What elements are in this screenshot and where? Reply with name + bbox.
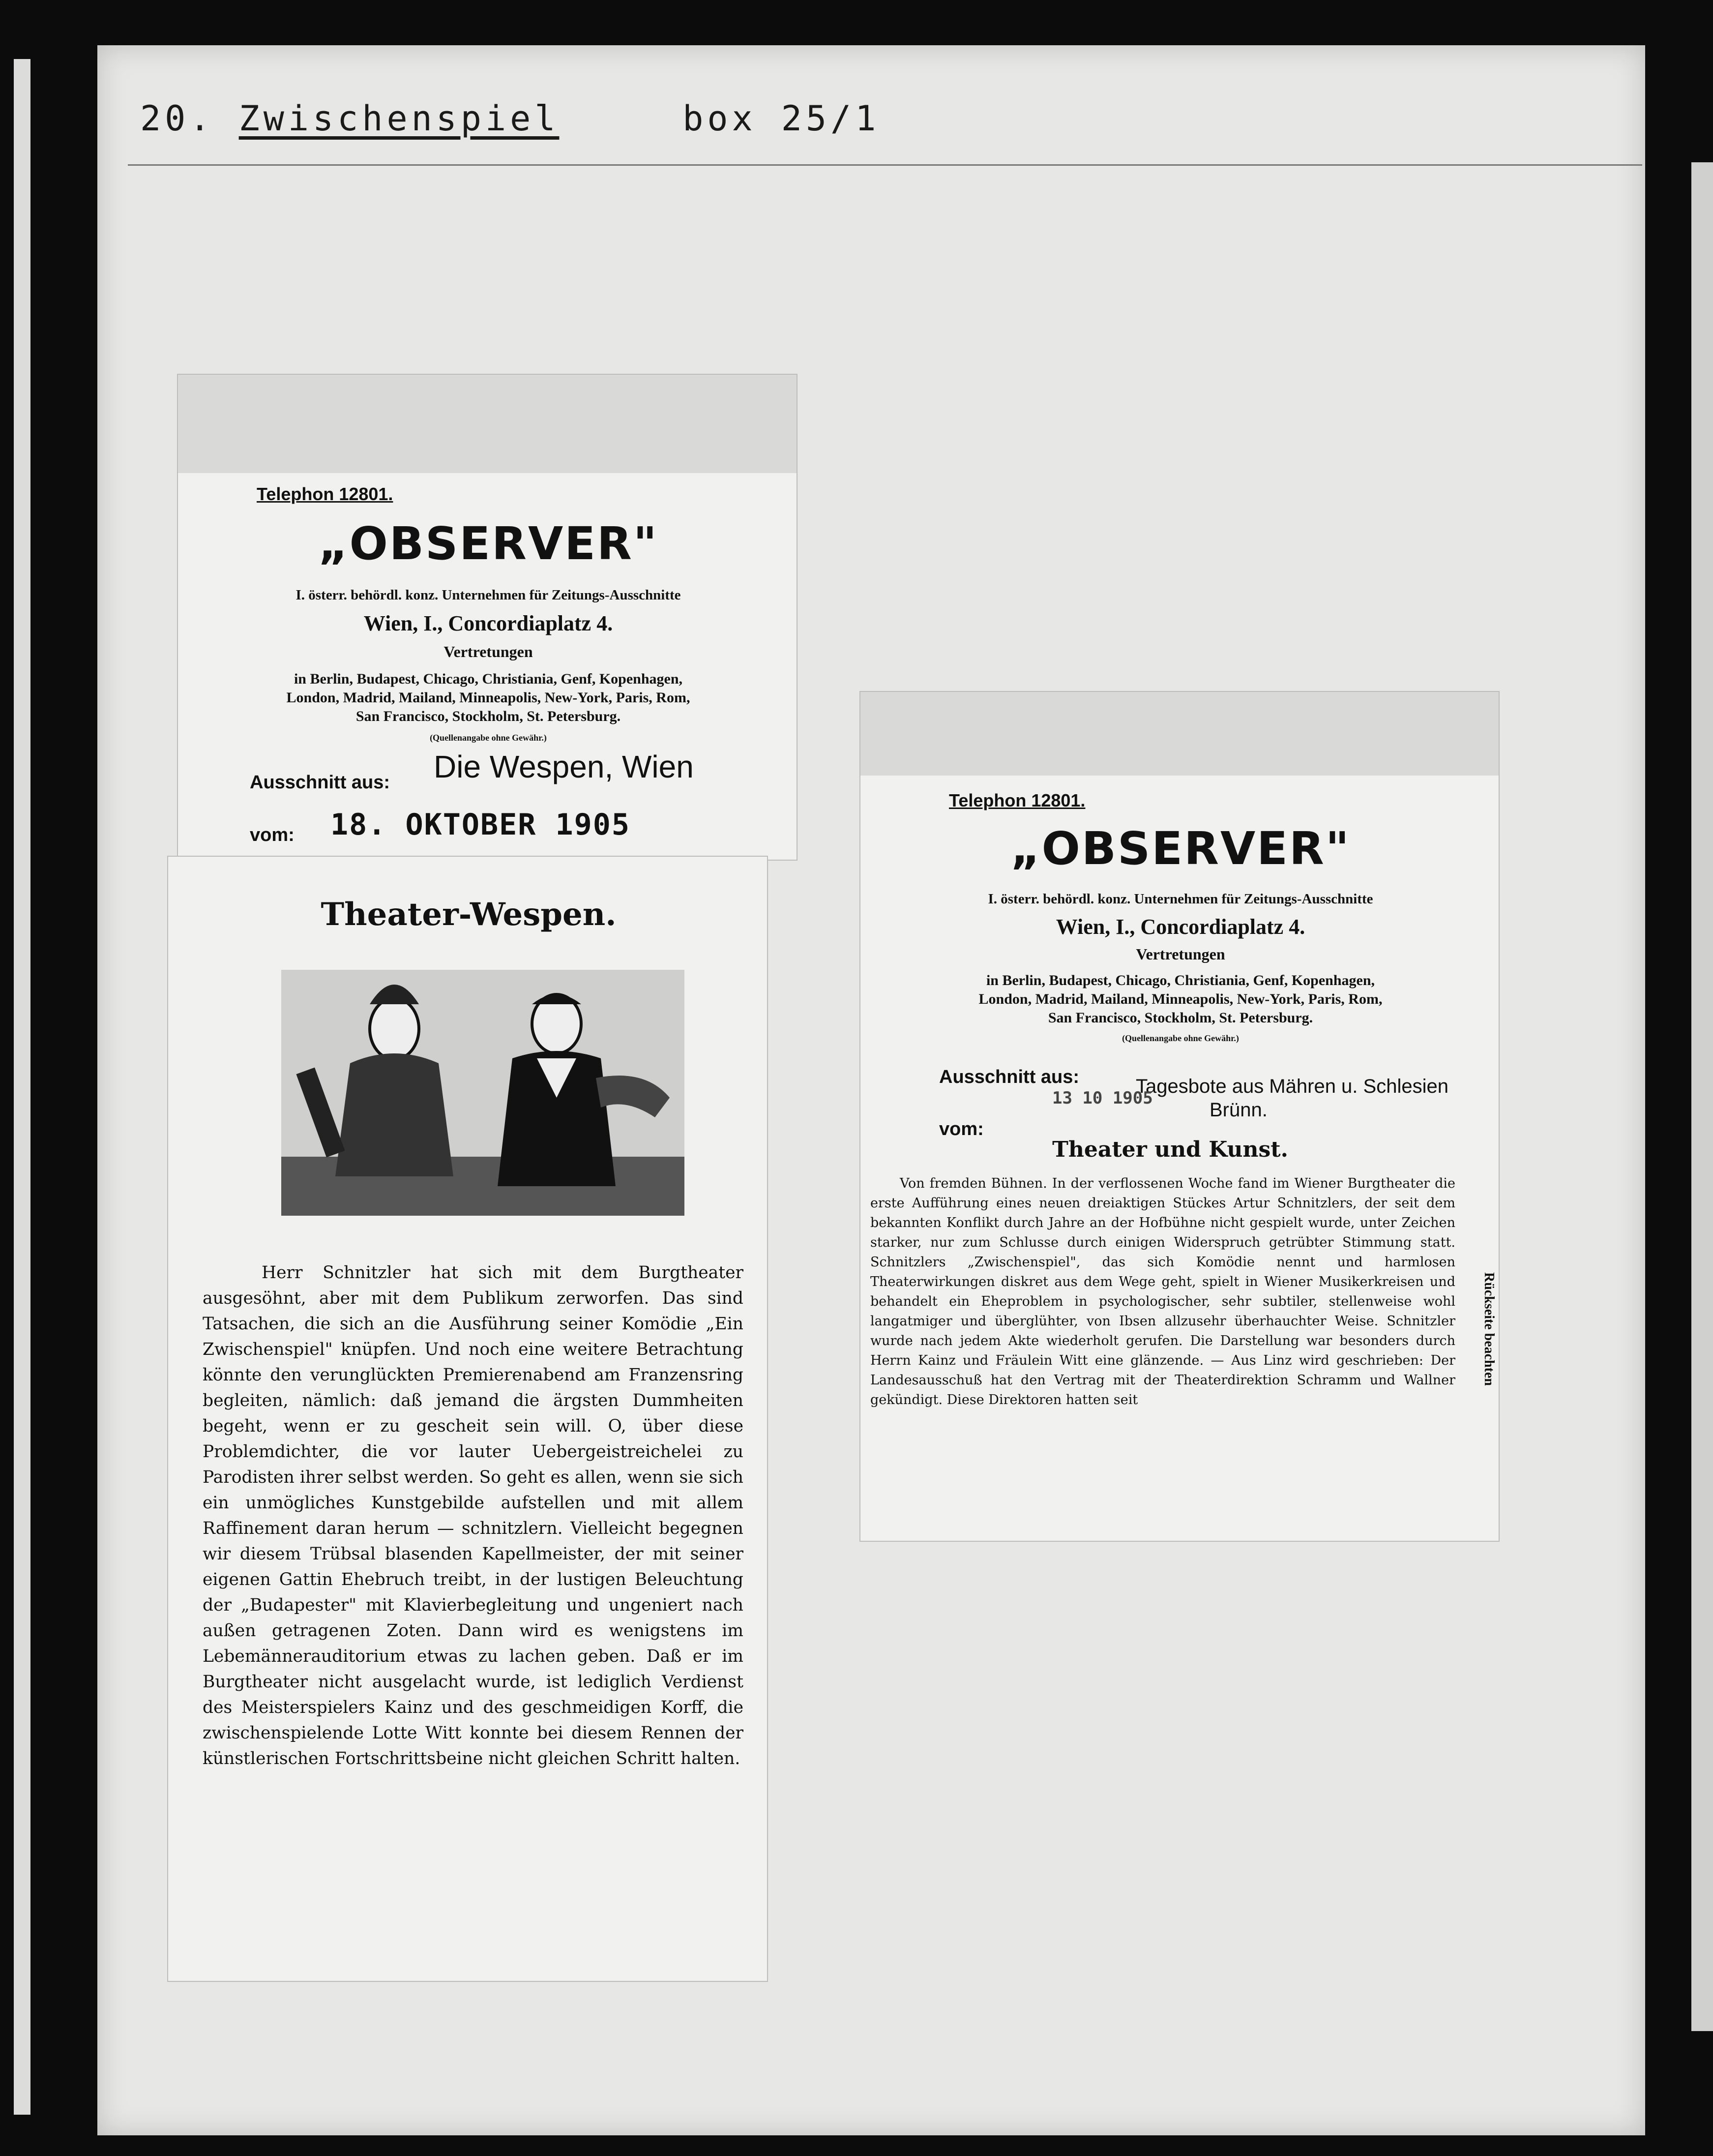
clipping-from-label: Ausschnitt aus: — [939, 1067, 1080, 1087]
date-label: vom: — [250, 825, 295, 845]
telephone-label: Telephon 12801. — [257, 484, 393, 504]
article-title: Theater und Kunst. — [1052, 1137, 1288, 1162]
folder-title: Zwischenspiel — [238, 98, 560, 139]
representations-label: Vertretungen — [443, 643, 533, 660]
city-list — [890, 971, 1471, 1027]
agency-name: „OBSERVER" — [1010, 822, 1351, 875]
neighbor-page-edge — [14, 59, 30, 2115]
agency-subtitle: I. österr. behördl. konz. Unternehmen für Zeitungs-Ausschnitte — [988, 891, 1373, 907]
right-clipping — [859, 691, 1500, 1542]
city-line: London, Madrid, Mailand, Minneapolis, New-York, Paris, Rom, — [978, 991, 1383, 1007]
masthead-bleed — [178, 375, 797, 473]
agency-name: „OBSERVER" — [318, 517, 658, 570]
agency-address: Wien, I., Concordiaplatz 4. — [363, 611, 613, 635]
city-line: in Berlin, Budapest, Chicago, Christiania, Genf, Kopenhagen, — [294, 671, 683, 687]
city-line: San Francisco, Stockholm, St. Petersburg. — [1048, 1010, 1313, 1026]
telephone-label: Telephon 12801. — [949, 790, 1086, 810]
article-body: Herr Schnitzler hat sich mit dem Burgtheater ausgesöhnt, aber mit dem Publikum zerworfen. Das sind Tatsachen, die sich an die Ausführung seiner Komödie „Ein Zwischenspiel" knüpfen. Und noch eine weitere Betrachtung könnte den verunglückten Premierenabend am Franzensring begleiten, nämlich: daß jemand die ärgsten Dummheiten begeht, wenn er zu gescheit sein will. O, über diese Problemdichter, die vor lauter Uebergeistreichelei zu Parodisten ihrer selbst werden. So geht es allen, wenn sie sich ein unmögliches Kunstgebilde aufstellen und mit allem Raffinement daran herum — schnitzlern. Vielleicht begegnen wir diesem Trübsal blasenden Kapellmeister, der mit seiner eigenen Gattin Ehebruch treibt, in der lustigen Beleuchtung der „Budapester" mit Klavierbegleitung und ungeniert nach außen getragenen Zoten. Dann wird es wenigstens im Lebemännerauditorium etwas zu lachen geben. Daß er im Burgtheater nicht ausgelacht wurde, ist lediglich Verdienst des Meisterspielers Kainz und des geschmeidigen Korff, die zwischenspielende Lotte Witt konnte bei diesem Rennen der künstlerischen Fortschrittsbeine nicht gleichen Schritt halten. — [203, 1263, 743, 1768]
neighbor-page-edge-right — [1691, 162, 1713, 2031]
date-stamp: 18. OKTOBER 1905 — [330, 808, 630, 842]
clipping-from-label: Ausschnitt aus: — [250, 772, 390, 793]
source-note: (Quellenangabe ohne Gewähr.) — [430, 733, 547, 743]
side-note: Rückseite beachten — [1481, 1272, 1497, 1386]
city-line: in Berlin, Budapest, Chicago, Christiania, Genf, Kopenhagen, — [986, 972, 1375, 988]
date-stamp: 13 10 1905 — [1052, 1088, 1153, 1108]
agency-subtitle: I. österr. behördl. konz. Unternehmen für Zeitungs-Ausschnitte — [295, 587, 681, 603]
cartoon-illustration — [281, 970, 684, 1216]
agency-address: Wien, I., Concordiaplatz 4. — [1056, 915, 1305, 939]
article-body: Von fremden Bühnen. In der verflossenen Woche fand im Wiener Burgtheater die erste Aufführung eines neuen dreiaktigen Stückes Artur Schnitzlers, der seit dem bekannten Konflikt durch Jahre an der Hofbühne nicht gespielt wurde, unter Zeichen starker, nur zum Schlusse durch einigen Widerspruch getrübter Stimmung statt. Schnitzlers „Zwischenspiel", das sich Komödie nennt und harmlosen Theaterwirkungen diskret aus dem Wege geht, spielt in Wiener Musikerkreisen und behandelt ein Eheproblem in psychologischer, sehr subtiler, stellenweise wohl langatmiger und überglühter, von Ibsen allzusehr überhauchter Weise. Schnitzler wurde nach jedem Akte wiederholt gerufen. Die Darstellung war besonders durch Herrn Kainz und Fräulein Witt eine glänzende. — Aus Linz wird geschrieben: Der Landesausschuß hat den Vertrag mit der Theaterdirektion Schramm und Wallner gekündigt. Diese Direktoren hatten seit — [870, 1176, 1455, 1407]
clipping-from-value: Tagesbote aus Mähren u. Schlesien — [1136, 1076, 1448, 1097]
left-clipping-article — [167, 856, 768, 1982]
clipping-from-value: Die Wespen, Wien — [434, 749, 694, 784]
source-note: (Quellenangabe ohne Gewähr.) — [1122, 1033, 1239, 1043]
city-list — [207, 670, 769, 726]
city-line: San Francisco, Stockholm, St. Petersburg. — [355, 708, 621, 724]
city-line: London, Madrid, Mailand, Minneapolis, New-York, Paris, Rom, — [286, 689, 690, 706]
folder-header — [140, 98, 927, 143]
article-title: Theater-Wespen. — [321, 896, 617, 933]
city-value: Brünn. — [1210, 1099, 1268, 1121]
left-clipping-header — [177, 374, 797, 861]
folder-number: 20. — [140, 98, 214, 139]
box-label: box 25/1 — [682, 98, 880, 139]
representations-label: Vertretungen — [1136, 945, 1225, 963]
masthead-bleed — [860, 692, 1499, 776]
header-rule — [128, 164, 1642, 166]
date-label: vom: — [939, 1119, 984, 1139]
